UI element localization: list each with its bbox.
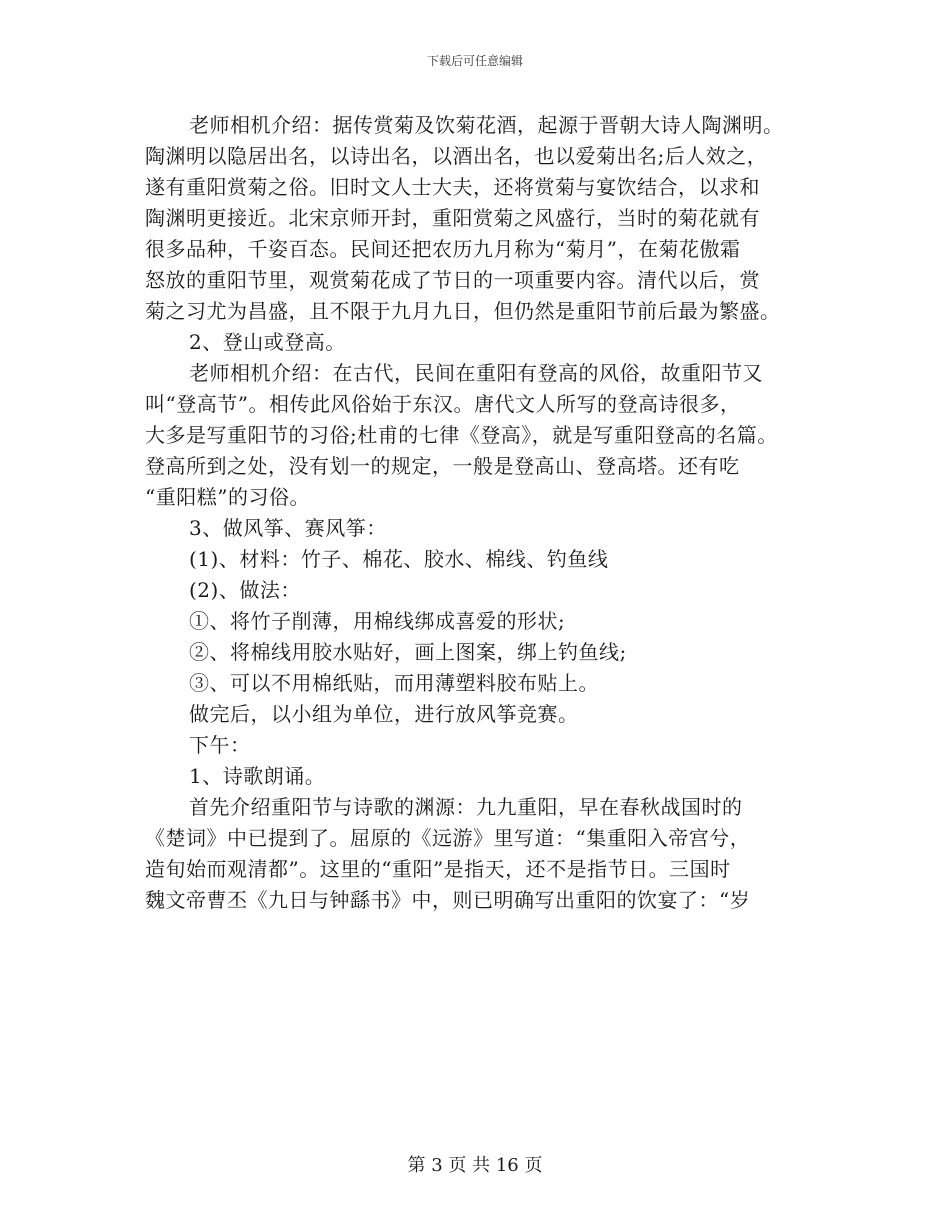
paragraph-line: 《楚词》中已提到了。屈原的《远游》里写道：“集重阳入帝宫兮， xyxy=(145,826,751,850)
paragraph-line: 叫“登高节”。相传此风俗始于东汉。唐代文人所写的登高诗很多， xyxy=(145,392,741,416)
section-heading: 下午： xyxy=(189,733,251,757)
paragraph-line: 怒放的重阳节里，观赏菊花成了节日的一项重要内容。清代以后，赏 xyxy=(145,268,760,292)
paragraph-line: 遂有重阳赏菊之俗。旧时文人士大夫，还将赏菊与宴饮结合，以求和 xyxy=(145,175,760,199)
list-item: (1)、材料：竹子、棉花、胶水、棉线、钓鱼线 xyxy=(189,547,609,571)
paragraph-line: 首先介绍重阳节与诗歌的渊源：九九重阳，早在春秋战国时的 xyxy=(189,795,743,819)
page-header: 下载后可任意编辑 xyxy=(426,54,523,68)
paragraph-line: 老师相机介绍：在古代，民间在重阳有登高的风俗，故重阳节又 xyxy=(189,361,763,385)
paragraph-line: 大多是写重阳节的习俗;杜甫的七律《登高》，就是写重阳登高的名篇。 xyxy=(145,423,778,447)
paragraph-line: 造旬始而观清都”。这里的“重阳”是指天，还不是指节日。三国时 xyxy=(145,857,731,881)
paragraph-line: 陶渊明以隐居出名，以诗出名，以酒出名，也以爱菊出名;后人效之， xyxy=(145,144,768,168)
section-heading: 2、登山或登高。 xyxy=(189,330,346,354)
paragraph-line: 登高所到之处，没有划一的规定，一般是登高山、登高塔。还有吃 xyxy=(145,454,740,478)
paragraph-line: 做完后，以小组为单位，进行放风筝竞赛。 xyxy=(189,702,579,726)
section-heading: 3、做风筝、赛风筝： xyxy=(189,516,387,540)
paragraph-line: 陶渊明更接近。北宋京师开封，重阳赏菊之风盛行，当时的菊花就有 xyxy=(145,206,760,230)
paragraph-line: “重阳糕”的习俗。 xyxy=(145,485,310,509)
paragraph-line: 很多品种，千姿百态。民间还把农历九月称为“菊月”，在菊花傲霜 xyxy=(145,237,741,261)
list-item: ①、将竹子削薄，用棉线绑成喜爱的形状; xyxy=(189,609,566,633)
paragraph-line: 菊之习尤为昌盛，且不限于九月九日，但仍然是重阳节前后最为繁盛。 xyxy=(145,299,781,323)
page-footer: 第 3 页 共 16 页 xyxy=(407,1155,543,1176)
paragraph-line: 老师相机介绍：据传赏菊及饮菊花酒，起源于晋朝大诗人陶渊明。 xyxy=(189,113,784,137)
list-item: (2)、做法： xyxy=(189,578,301,602)
list-item: ③、可以不用棉纸贴，而用薄塑料胶布贴上。 xyxy=(189,671,599,695)
section-heading: 1、诗歌朗诵。 xyxy=(189,764,326,788)
body-text xyxy=(145,110,825,916)
list-item: ②、将棉线用胶水贴好，画上图案，绑上钓鱼线; xyxy=(189,640,627,664)
paragraph-line: 魏文帝曹丕《九日与钟繇书》中，则已明确写出重阳的饮宴了：“岁 xyxy=(145,888,751,912)
